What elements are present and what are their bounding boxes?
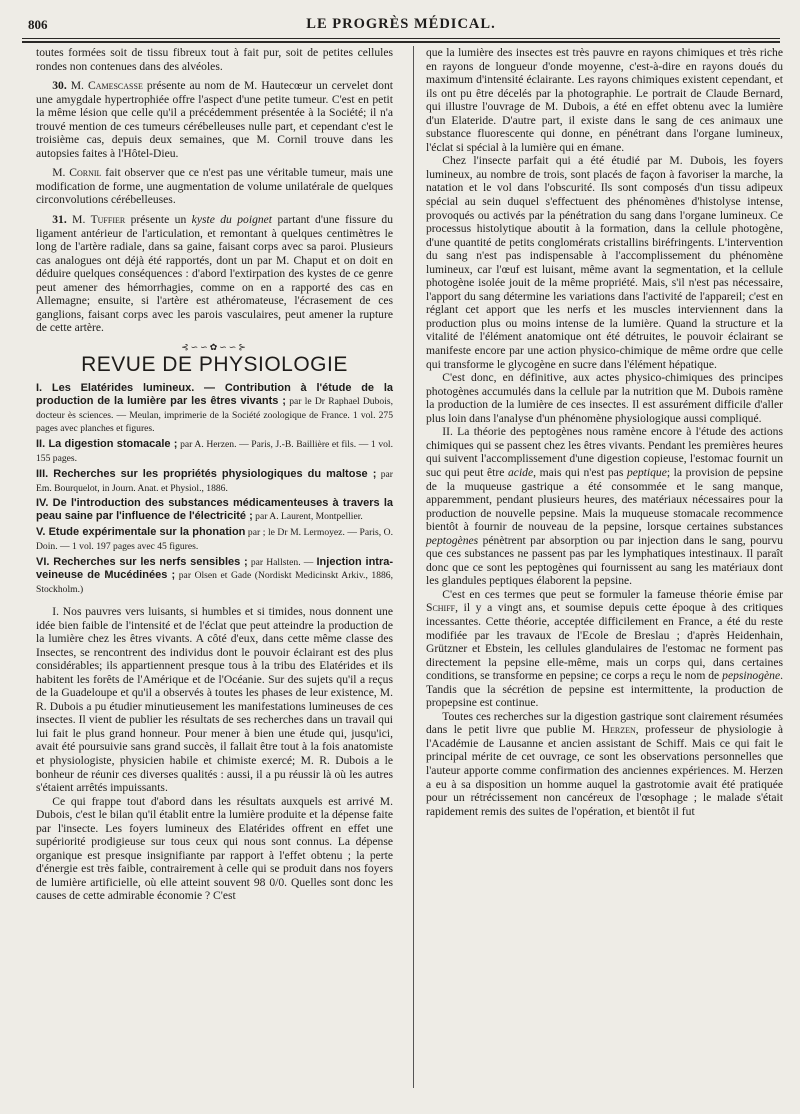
item-number: 30. xyxy=(52,79,67,93)
journal-title: LE PROGRÈS MÉDICAL. xyxy=(306,16,496,32)
paragraph-30 xyxy=(36,79,393,160)
paragraph-ce: Ce qui frappe tout d'abord dans les résultats auxquels est arrivé M. Dubois, c'est le bilan qu'il établit entre la lumière produite et la dépense faite par l'insecte. Les foyers lumineux des Elatérides offrent en effet une supériorité prodigieuse sur tous ceux qui nous sont connus. La dépense organique est presque insignifiante par rapport à l'effet obtenu ; la perte d'énergie est très faible, contrairement à celle qui se produit dans nos foyers de lumière artificielle, où elle atteint souvent 98 0/0. Quelles sont donc les causes de cette admirable économie ? C'est xyxy=(36,794,393,903)
paragraph-text: présente au nom de M. Hautecœur un cervelet dont une amygdale hypertrophiée offre l'aspect d'une petite tumeur. C'est en petit la même lésion que celle qu'il a précédemment présentée à la Société; il n'a trouvé mention de ces tumeurs cérébelleuses nulle part, et cependant c'est le troisième cas, depuis deux semaines, que M. Cornil trouve dans les autopsies faites à l'Hôtel-Dieu. xyxy=(36,79,393,160)
bibliography-title: III. Recherches sur les propriétés physiologiques du maltose ; xyxy=(36,467,377,480)
header-rule-thin xyxy=(22,38,780,39)
bibliography-ref: par ; le Dr M. Lermoyez. — Paris, O. Doin. — 1 vol. 197 pages avec 45 figures. xyxy=(36,527,393,552)
paragraph-text: présente un xyxy=(125,213,192,227)
italic-term: acide xyxy=(508,465,534,479)
paragraph-text: pénètrent par absorption ou par injection dans le sang, pourvu que ces substances ne passent pas par les lymphatiques intestinaux. Il paraît donc que ce sont les peptogènes qui fournissent au sang les matériaux dont les glandules peptiques élaborent la pepsine. xyxy=(426,533,783,588)
section-ornament: ⊰∽∽✿∽∽⊱ xyxy=(181,341,248,352)
paragraph-text: , professeur de physiologie à l'Académie de Lausanne et ancien assistant de Schiff. Mais ce qui fait le principal mérite de cet ouvrage, ce sont les observations personnelles que l'auteur apporte comme confirmation des anciennes expériences. M. Herzen a eu à sa disposition un homme auquel la gastrotomie avait été pratiquée pour un rétrécissement non cancéreux de l'œsophage ; le malade s'était rapidement remis des suites de l'opération, et bientôt il fut xyxy=(426,723,783,818)
right-column xyxy=(426,46,783,818)
bibliography-title: I. Les Elatérides lumineux. — Contribution à l'étude de la production de la lumière par les êtres vivants ; xyxy=(36,382,393,407)
paragraph-text: , il y a vingt ans, et soumise depuis cette époque à des critiques incessantes. Cette théorie, acceptée difficilement en France, a été du reste modifiée par les travaux de l'Ecole de Breslau ; d'après Heidenhain, Grützner et Ebstein, les cellules glandulaires de l'estomac ne forment pas directement la pepsine elle-même, mais un corps qui, dans certaines conditions, se transforme en pepsine; ce corps a reçu le nom de xyxy=(426,601,783,683)
paragraph-ii xyxy=(426,425,783,588)
page-number: 806 xyxy=(28,17,48,32)
item-number: 31. xyxy=(52,213,67,227)
left-column xyxy=(36,46,393,903)
bibliography-entry xyxy=(36,526,393,554)
bibliography-ref: par le Dr Raphael Dubois, docteur ès sciences. — Meulan, imprimerie de la Société zoologique de France. 1 vol. 275 pages avec planches et figures. xyxy=(36,395,393,435)
paragraph-text: II. La théorie des peptogènes nous ramène encore à l'étude des actions chimiques qui se passent chez les êtres vivants. Pendant les premières heures qui suivent l'accomplissement d'une digestion copieuse, l'estomac fournit un suc qui peut être xyxy=(426,425,783,479)
paragraph-herzen xyxy=(426,710,783,818)
paragraph-continuation: toutes formées soit de tissu fibreux tout à fait pur, soit de petites cellules rondes non contenues dans des alvéoles. xyxy=(36,46,393,73)
bibliography-title: II. La digestion stomacale ; xyxy=(36,438,178,451)
paragraph-text: partant d'une fissure du ligament antérieur de l'articulation, et remontant à quelques centimètres le long de l'artère radiale, dans sa gaine, faisant corps avec sa paroi. Plusieurs cas analogues ont déjà été rapportés, dont un par M. Chaput et on doit en déduire quelques conséquences : d'abord l'extirpation des kystes de ce genre peut amener des hémorrhagies, comme on en a rapporté des cas en Allemagne; ensuite, si l'artère est athéromateuse, l'écrasement de ces ganglions, faisant corps avec les parois vasculaires, peut amener la rupture de cette artère. xyxy=(36,213,394,335)
bibliography-title: V. Etude expérimentale sur la phonation xyxy=(36,526,246,538)
paragraph-i: I. Nos pauvres vers luisants, si humbles et si timides, nous donnent une idée bien faible de l'intensité et de l'éclat que peut atteindre la production de la lumière chez les êtres vivants. A côté d'eux, dans cette même classe des Insectes, se rencontrent des individus dont le pouvoir éclairant est des plus considérables; ils appartiennent presque tous à la tribu des Elatérides et ils habitent les forêts de l'Amérique et de l'Océanie. Sur des sujets qu'il a reçus de la Guadeloupe et qu'il a observés à toutes les phases de leur existence, M. R. Dubois a pu étudier minutieusement les manifestations lumineuses de ces insectes. Il vient de publier les résultats de ses recherches dans un travail qui lui fait le plus grand honneur. Pour mener à bien une étude qui, jusqu'ici, avait été poursuivie sans grand succès, il fallait être tout à la fois anatomiste et physiologiste, physicien habile et chimiste exercé; M. R. Dubois a le bonheur de réunir ces diverses qualités : aussi, il a pu réussir là où les autres s'étaient arrêtés impuissants. xyxy=(36,604,393,795)
paragraph-conclusion: C'est donc, en définitive, aux actes physico-chimiques des principes photogènes accumulés dans la cellule par la nutrition que M. Dubois ramène la production de la lumière de ces insectes. Il est assurément difficile d'aller plus loin dans l'analyse d'un phénomène physiologique aussi compliqué. xyxy=(426,371,783,425)
paragraph-31 xyxy=(36,213,393,335)
paragraph-continuation: que la lumière des insectes est très pauvre en rayons chimiques et très riche en rayons de longueur d'onde moyenne, c'est-à-dire en rayons doués du maximum d'intensité éclairante. Les rayons chimiques existent cependant, et ils ont pu être décelés par la photographie. Le portrait de Claude Bernard, qui illustre l'ouvrage de M. Dubois, a été en effet obtenu avec la lumière d'un Elateride. D'autre part, il existe dans le sang de ces animaux une substance fluorescente qui donne, en pénétrant dans l'organe lumineux, l'éclat si spécial à la lumière qui en émane. xyxy=(426,46,783,154)
bibliography-title: Injection intra-veineuse de Mucédinées ; xyxy=(36,555,394,582)
paragraph-cornil xyxy=(36,166,393,207)
author-name: M. Camescasse xyxy=(70,79,143,93)
italic-term: pepsinogène xyxy=(722,669,781,683)
paragraph-schiff xyxy=(426,588,783,710)
bibliography-entry xyxy=(36,497,393,524)
paragraph-text: ; la provision de pepsine de la muqueuse gastrique a été consommée et le sang manque, apparemment, pendant plusieurs heures, des matériaux nécessaires pour la production de nouvelle pepsine. Mais la muqueuse stomacale recommence bientôt à fournir de nouveau de la pepsine, lorsque certaines substances xyxy=(426,465,783,534)
author-name: M. Cornil xyxy=(52,166,102,180)
bibliography-title: IV. De l'introduction des substances médicamenteuses à travers la peau saine par l'influence de l'électricité ; xyxy=(36,497,393,523)
italic-term: kyste du poignet xyxy=(191,213,273,227)
bibliography-ref: par Em. Bourquelot, in Journ. Anat. et Physiol., 1886. xyxy=(36,468,393,494)
section-title: REVUE DE PHYSIOLOGIE xyxy=(81,353,348,377)
bibliography-entry xyxy=(36,382,393,436)
author-name: Herzen xyxy=(601,723,636,737)
paragraph-text: fait observer que ce n'est pas une véritable tumeur, mais une modification de forme, une augmentation de volume unilatérale de quelques circonvolutions cérébelleuses. xyxy=(36,166,394,207)
bibliography-entry xyxy=(36,438,393,466)
paragraph-text: C'est en ces termes que peut se formuler la fameuse théorie émise par xyxy=(442,587,783,601)
italic-term: peptogènes xyxy=(426,533,479,547)
bibliography-ref: par A. Laurent, Montpellier. xyxy=(252,511,363,523)
bibliography-entry xyxy=(36,556,393,597)
column-divider xyxy=(413,46,414,1088)
bibliography-title: VI. Recherches sur les nerfs sensibles ; xyxy=(36,555,248,568)
paragraph-insecte: Chez l'insecte parfait qui a été étudié par M. Dubois, les foyers lumineux, au nombre de trois, sont placés de façon à favoriser la marche, la natation et le vol dans l'obscurité. Ils sont composés d'un tissu adipeux spécial au sein duquel s'effectuent des phénomènes d'histolyse intense, provoqués ou activés par la pénétration du sang dans l'organe lumineux. Ce processus histolytique aboutit à la formation, dans la cellule photogène, d'une quantité de petits conglomérats cristallins biréfringents. L'intervention du sang n'est pas indispensable à l'accomplissement du phénomène lumineux, car l'œuf est luisant, même avant la segmentation, et la cellule photogène isolée jouit de la même propriété. Mais, s'il n'est pas nécessaire, l'apport du sang détermine les variations dans l'activité de l'appareil; c'est en réglant cet apport que les nerfs et les muscles interviennent dans la production plus ou moins intense de la lumière. Quand la structure et la vitalité de l'élément anatomique ont été détruites, le pouvoir éclairant se manifeste encore par une action physico-chimique de même ordre que celle qui transforme le glycogène en sucre dans l'élément hépatique. xyxy=(426,154,783,371)
paragraph-text: . Tandis que la sécrétion de pepsine est intermittente, la production de propepsine est continue. xyxy=(426,669,783,710)
author-name: Schiff xyxy=(426,601,456,615)
bibliography-ref: par Hallsten. — xyxy=(247,556,317,568)
bibliography-entry xyxy=(36,468,393,496)
paragraph-text: , mais qui n'est pas xyxy=(533,465,627,479)
italic-term: peptique xyxy=(626,465,667,479)
page-header xyxy=(22,14,780,38)
author-name: M. Tuffier xyxy=(72,213,126,227)
header-rule-thick xyxy=(22,41,780,43)
paragraph-text: Toutes ces recherches sur la digestion gastrique sont clairement résumées dans le petit livre que publie M. xyxy=(426,709,783,737)
bibliography-ref: par A. Herzen. — Paris, J.-B. Baillière et fils. — 1 vol. 155 pages. xyxy=(36,439,393,465)
bibliography-ref: par Olsen et Gade (Nordiskt Medicinskt Arkiv., 1886, Stockholm.) xyxy=(36,570,394,596)
